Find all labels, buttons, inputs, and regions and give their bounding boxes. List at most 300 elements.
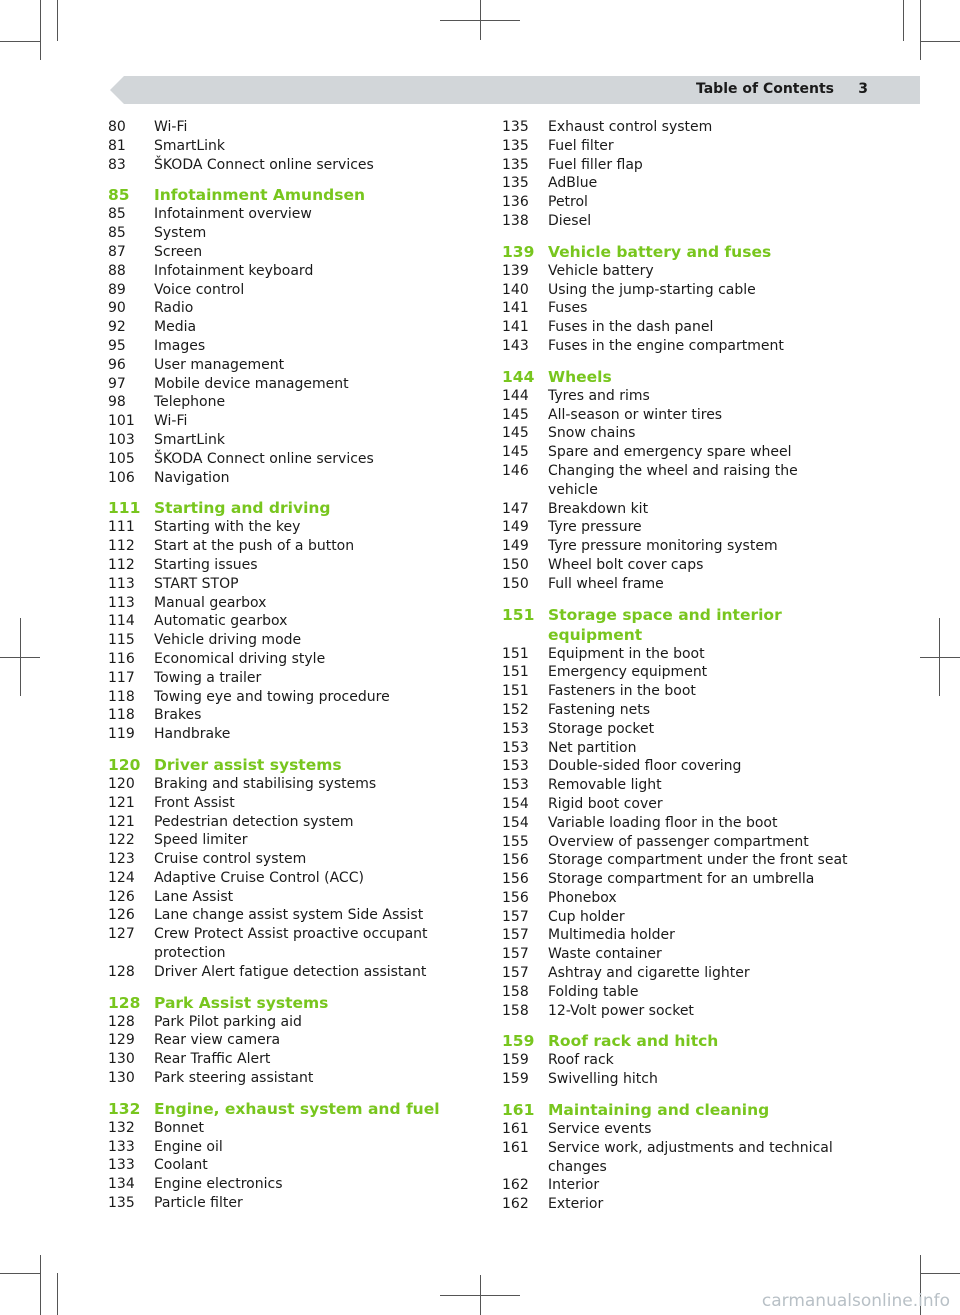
toc-title: Driver Alert fatigue detection assistant [154,963,427,980]
toc-section-heading[interactable] [502,242,852,262]
toc-page-number: 126 [108,907,135,924]
toc-title: Starting with the key [154,519,301,536]
toc-title: Infotainment keyboard [154,262,314,279]
toc-title: Fuses in the dash panel [548,319,714,336]
toc-entry[interactable] [108,1050,458,1069]
toc-page-number: 135 [502,119,529,135]
toc-page-number: 161 [502,1139,529,1156]
toc-page-number: 157 [502,908,529,925]
toc-entry[interactable] [502,1158,852,1177]
toc-title: SmartLink [154,137,226,154]
toc-entry[interactable] [502,537,852,556]
toc-title: Emergency equipment [548,664,708,681]
toc-title: Park Assist systems [154,993,329,1012]
toc-page-number: 116 [108,650,135,667]
toc-right-column [502,118,852,1214]
toc-page-number: 85 [108,186,130,205]
toc-page-number: 155 [502,833,529,850]
toc-title: Infotainment Amundsen [154,186,365,205]
toc-entry[interactable] [108,1013,458,1032]
toc-page-number: 96 [108,356,126,373]
toc-title: Wheel bolt cover caps [548,556,704,573]
toc-page-number: 111 [108,499,141,518]
toc-entry[interactable] [502,337,852,356]
toc-title: Tyre pressure monitoring system [548,538,778,555]
toc-page-number: 118 [108,688,135,705]
toc-title: Double-sided floor covering [548,758,742,775]
toc-section-heading[interactable] [108,755,458,775]
toc-entry[interactable] [502,739,852,758]
toc-page-number: 85 [108,225,126,242]
toc-title: Handbrake [154,726,231,743]
toc-entry[interactable] [108,224,458,243]
toc-page-number: 117 [108,669,135,686]
toc-entry[interactable] [108,262,458,281]
toc-entry[interactable] [502,1195,852,1214]
toc-entry[interactable] [502,663,852,682]
toc-entry[interactable] [108,156,458,175]
toc-page-number: 122 [108,832,135,849]
toc-title: Service work, adjustments and technical [548,1139,833,1156]
toc-title: protection [154,945,226,962]
toc-title: Tyres and rims [548,387,650,404]
toc-title: Storage compartment for an umbrella [548,871,815,888]
toc-entry[interactable] [502,575,852,594]
toc-title: Snow chains [548,425,636,442]
toc-page-number: 157 [502,946,529,963]
toc-entry[interactable] [502,776,852,795]
toc-entry[interactable] [502,281,852,300]
toc-title: Multimedia holder [548,927,675,944]
toc-page-number: 130 [108,1070,135,1087]
toc-entry[interactable] [108,669,458,688]
toc-entry[interactable] [108,118,458,137]
toc-page-number: 133 [108,1138,135,1155]
toc-page-number: 154 [502,814,529,831]
toc-entry[interactable] [502,443,852,462]
toc-page-number: 139 [502,242,535,261]
toc-entry[interactable] [108,925,458,944]
toc-entry[interactable] [108,1119,458,1138]
toc-page-number: 149 [502,519,529,536]
toc-page-number: 159 [502,1032,535,1051]
toc-section-heading[interactable] [108,498,458,518]
toc-page-number: 144 [502,387,529,404]
toc-entry[interactable] [502,833,852,852]
toc-title: Speed limiter [154,832,248,849]
toc-entry[interactable] [502,1176,852,1195]
toc-page-number: 156 [502,852,529,869]
toc-page-number: 128 [108,993,141,1012]
toc-page-number: 114 [108,613,135,630]
toc-title: Economical driving style [154,650,326,667]
toc-entry[interactable] [108,243,458,262]
toc-entry[interactable] [502,156,852,175]
toc-title: Roof rack and hitch [548,1032,719,1051]
toc-page-number: 149 [502,538,529,555]
toc-entry[interactable] [502,406,852,425]
toc-title: Lane Assist [154,888,234,905]
toc-entry[interactable] [502,500,852,519]
toc-entry[interactable] [108,356,458,375]
toc-title: Rear view camera [154,1032,281,1049]
toc-title: Braking and stabilising systems [154,775,377,792]
toc-title: Overview of passenger compartment [548,833,809,850]
toc-entry[interactable] [108,518,458,537]
toc-page-number: 157 [502,927,529,944]
toc-entry[interactable] [502,137,852,156]
toc-title: Petrol [548,194,588,211]
toc-entry[interactable] [108,337,458,356]
toc-title: Mobile device management [154,375,349,392]
toc-entry[interactable] [108,450,458,469]
toc-title: Park Pilot parking aid [154,1013,302,1030]
toc-page-number: 153 [502,777,529,794]
toc-title: Spare and emergency spare wheel [548,444,792,461]
toc-entry[interactable] [108,431,458,450]
toc-page-number: 81 [108,137,126,154]
toc-entry[interactable] [502,462,852,500]
toc-section-heading[interactable] [108,1099,458,1119]
toc-page-number: 156 [502,871,529,888]
toc-title: Roof rack [548,1052,614,1069]
toc-entry[interactable] [108,594,458,613]
toc-title: Towing eye and towing procedure [154,688,390,705]
toc-entry[interactable] [108,1156,458,1175]
toc-entry[interactable] [108,888,458,907]
toc-entry[interactable] [108,650,458,669]
toc-page-number: 135 [502,156,529,173]
toc-page-number: 162 [502,1196,529,1213]
toc-page-number: 154 [502,795,529,812]
toc-entry[interactable] [502,299,852,318]
toc-entry[interactable] [502,212,852,231]
toc-entry[interactable] [108,869,458,888]
toc-page-number: 129 [108,1032,135,1049]
toc-entry[interactable] [502,1002,852,1021]
toc-title: Brakes [154,707,202,724]
toc-entry[interactable] [108,299,458,318]
toc-entry[interactable] [502,926,852,945]
toc-title: Adaptive Cruise Control (ACC) [154,869,364,886]
toc-title: Cruise control system [154,851,307,868]
toc-page-number: 130 [108,1051,135,1068]
toc-title: Interior [548,1177,600,1194]
toc-page-number [108,944,154,963]
toc-page-number: 112 [108,538,135,555]
toc-title: Maintaining and cleaning [548,1101,770,1120]
toc-page-number: 113 [108,594,135,611]
toc-title: Ashtray and cigarette lighter [548,965,750,982]
toc-page-number: 151 [502,664,529,681]
toc-title: Exhaust control system [548,119,713,135]
toc-entry[interactable] [108,537,458,556]
toc-title: Telephone [154,394,226,411]
toc-title: Fuses in the engine compartment [548,337,784,354]
toc-title: Driver assist systems [154,755,342,774]
toc-page-number: 158 [502,1002,529,1019]
toc-entry[interactable] [108,137,458,156]
toc-title: Cup holder [548,908,625,925]
toc-page-number: 141 [502,319,529,336]
toc-title: Engine oil [154,1138,223,1155]
toc-title: System [154,225,207,242]
toc-section-heading[interactable] [108,993,458,1013]
toc-entry[interactable] [108,813,458,832]
toc-entry[interactable] [502,701,852,720]
toc-page-number: 119 [108,726,135,743]
toc-page-number: 115 [108,632,135,649]
toc-title: Storage space and interior equipment [548,605,782,644]
toc-entry[interactable] [502,1139,852,1158]
toc-page-number: 112 [108,556,135,573]
toc-entry[interactable] [502,964,852,983]
toc-entry[interactable] [108,1138,458,1157]
toc-page-number: 101 [108,413,135,430]
toc-page-number: 145 [502,425,529,442]
watermark: carmanualsonline.info [761,1291,950,1311]
toc-page-number: 128 [108,1013,135,1030]
toc-page-number: 136 [502,194,529,211]
toc-entry[interactable] [502,814,852,833]
toc-page-number: 87 [108,243,126,260]
toc-title: Net partition [548,739,637,756]
toc-entry[interactable] [108,775,458,794]
toc-title: Starting issues [154,556,258,573]
toc-entry[interactable] [502,1070,852,1089]
toc-entry[interactable] [502,851,852,870]
toc-title: Fuel filter [548,137,614,154]
toc-page-number: 141 [502,300,529,317]
toc-section-heading[interactable] [502,1031,852,1051]
toc-page-number: 83 [108,156,126,173]
toc-entry[interactable] [502,318,852,337]
toc-page-number: 151 [502,683,529,700]
toc-title: Park steering assistant [154,1070,314,1087]
toc-title: Phonebox [548,889,617,906]
toc-page-number [502,1158,548,1177]
toc-entry[interactable] [502,556,852,575]
toc-page-number: 128 [108,963,135,980]
toc-title: Variable loading floor in the boot [548,814,778,831]
toc-page-number: 120 [108,775,135,792]
toc-entry[interactable] [108,205,458,224]
toc-entry[interactable] [502,945,852,964]
toc-entry[interactable] [108,794,458,813]
toc-page-number: 120 [108,755,141,774]
toc-entry[interactable] [502,757,852,776]
toc-entry[interactable] [108,906,458,925]
toc-entry[interactable] [502,262,852,281]
toc-section-heading[interactable] [108,185,458,205]
toc-title: Diesel [548,212,592,229]
toc-page-number: 156 [502,889,529,906]
toc-title: Radio [154,300,194,317]
toc-page-number: 90 [108,300,126,317]
toc-title: AdBlue [548,175,598,192]
toc-entry[interactable] [108,963,458,982]
toc-page-number: 161 [502,1101,535,1120]
toc-page-number: 121 [108,794,135,811]
toc-title: Engine, exhaust system and fuel [154,1099,440,1118]
page-title: Table of Contents [695,81,834,97]
toc-title: Full wheel frame [548,575,664,592]
toc-page-number: 88 [108,262,126,279]
toc-title: Screen [154,243,203,260]
toc-page-number: 161 [502,1121,529,1138]
toc-entry[interactable] [502,870,852,889]
toc-entry[interactable] [502,795,852,814]
toc-title: Fasteners in the boot [548,683,696,700]
toc-page-number: 150 [502,556,529,573]
toc-title: Coolant [154,1157,208,1174]
toc-entry[interactable] [108,831,458,850]
toc-entry[interactable] [502,720,852,739]
toc-entry[interactable] [108,412,458,431]
toc-title: Fuses [548,300,588,317]
toc-title: Particle filter [154,1195,243,1212]
toc-entry[interactable] [502,1120,852,1139]
toc-section-heading[interactable] [502,605,852,645]
toc-page-number: 135 [502,175,529,192]
toc-entry[interactable] [108,944,458,963]
toc-title: SmartLink [154,431,226,448]
toc-entry[interactable] [108,1031,458,1050]
toc-entry[interactable] [108,725,458,744]
toc-title: Vehicle driving mode [154,632,302,649]
toc-entry[interactable] [502,518,852,537]
toc-entry[interactable] [108,1069,458,1088]
toc-page-number: 80 [108,119,126,135]
toc-page-number: 147 [502,500,529,517]
toc-page-number: 105 [108,450,135,467]
toc-entry[interactable] [108,393,458,412]
toc-section-heading[interactable] [502,367,852,387]
toc-title: Front Assist [154,794,235,811]
toc-page-number: 103 [108,431,135,448]
toc-entry[interactable] [502,1051,852,1070]
toc-entry[interactable] [108,850,458,869]
toc-page-number: 143 [502,337,529,354]
toc-entry[interactable] [108,281,458,300]
toc-entry[interactable] [502,682,852,701]
toc-entry[interactable] [108,469,458,488]
toc-page-number: 85 [108,206,126,223]
toc-page-number: 132 [108,1099,141,1118]
toc-page-number: 153 [502,739,529,756]
page-number: 3 [858,81,868,97]
toc-entry[interactable] [502,983,852,1002]
toc-title: Folding table [548,983,639,1000]
toc-title: Storage compartment under the front seat [548,852,848,869]
toc-entry[interactable] [108,556,458,575]
toc-title: Removable light [548,777,662,794]
toc-entry[interactable] [108,1194,458,1213]
toc-title: Wi-Fi [154,119,188,135]
toc-page-number: 135 [108,1195,135,1212]
toc-page-number: 113 [108,575,135,592]
toc-title: Fuel filler flap [548,156,643,173]
toc-page-number: 106 [108,469,135,486]
toc-page-number: 121 [108,813,135,830]
toc-page-number: 118 [108,707,135,724]
toc-title: Equipment in the boot [548,645,705,662]
toc-entry[interactable] [502,645,852,664]
toc-title: Vehicle battery and fuses [548,242,772,261]
toc-title: Changing the wheel and raising the vehicle [548,462,798,498]
toc-entry[interactable] [108,612,458,631]
toc-title: Infotainment overview [154,206,312,223]
toc-page-number: 89 [108,281,126,298]
toc-entry[interactable] [502,174,852,193]
toc-entry[interactable] [108,688,458,707]
toc-entry[interactable] [108,631,458,650]
toc-title: All-season or winter tires [548,406,723,423]
toc-entry[interactable] [108,575,458,594]
toc-title: Swivelling hitch [548,1071,658,1088]
toc-entry[interactable] [502,387,852,406]
toc-page-number: 152 [502,701,529,718]
toc-page-number: 92 [108,319,126,336]
toc-entry[interactable] [108,706,458,725]
toc-entry[interactable] [108,318,458,337]
toc-title: Navigation [154,469,230,486]
toc-page-number: 127 [108,926,135,943]
toc-page-number: 98 [108,394,126,411]
toc-page-number: 151 [502,645,529,662]
toc-title: Automatic gearbox [154,613,288,630]
toc-title: Fastening nets [548,701,650,718]
toc-entry[interactable] [502,908,852,927]
toc-page-number: 158 [502,983,529,1000]
toc-entry[interactable] [502,424,852,443]
toc-title: Service events [548,1121,652,1138]
toc-entry[interactable] [108,1175,458,1194]
toc-title: Wi-Fi [154,413,188,430]
toc-entry[interactable] [502,118,852,137]
toc-page-number: 145 [502,406,529,423]
toc-title: Images [154,337,206,354]
toc-entry[interactable] [502,193,852,212]
toc-page-number: 153 [502,758,529,775]
toc-page-number: 151 [502,605,535,624]
toc-title: Breakdown kit [548,500,649,517]
toc-title: Rear Traffic Alert [154,1051,271,1068]
toc-page-number: 134 [108,1176,135,1193]
toc-entry[interactable] [502,889,852,908]
toc-page-number: 144 [502,367,535,386]
toc-title: Using the jump-starting cable [548,281,756,298]
toc-page-number: 159 [502,1071,529,1088]
toc-title: Engine electronics [154,1176,283,1193]
toc-title: User management [154,356,285,373]
toc-page-number: 126 [108,888,135,905]
toc-page-number: 157 [502,965,529,982]
toc-title: Lane change assist system Side Assist [154,907,424,924]
toc-entry[interactable] [108,375,458,394]
toc-page-number: 138 [502,212,529,229]
toc-page-number: 124 [108,869,135,886]
toc-section-heading[interactable] [502,1100,852,1120]
toc-page-number: 139 [502,262,529,279]
toc-page-number: 150 [502,575,529,592]
toc-page-number: 140 [502,281,529,298]
toc-page-number: 133 [108,1157,135,1174]
toc-title: Start at the push of a button [154,538,355,555]
toc-title: ŠKODA Connect online services [154,156,374,173]
toc-title: Storage pocket [548,720,655,737]
toc-title: Towing a trailer [154,669,262,686]
